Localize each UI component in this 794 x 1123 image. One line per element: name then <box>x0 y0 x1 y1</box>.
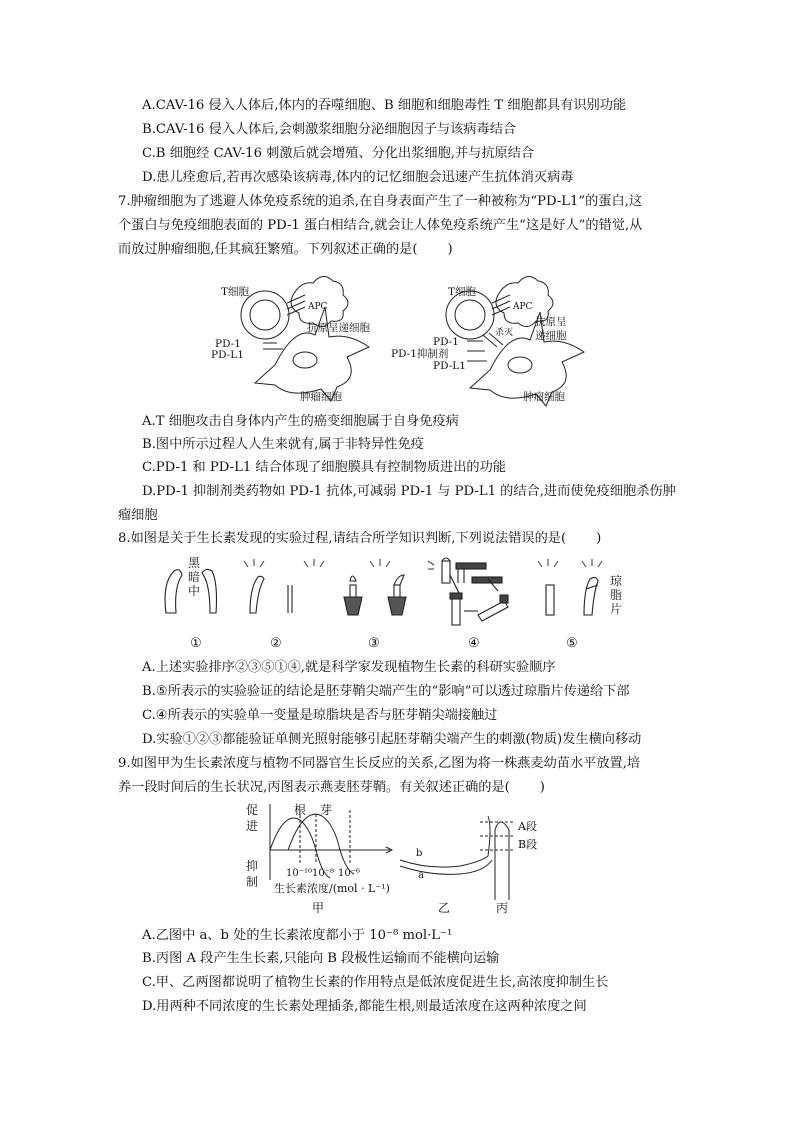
t-cell-label-left: T细胞 <box>221 286 250 298</box>
q7-immune-figure <box>205 265 585 410</box>
q6-option-c: C.B 细胞经 CAV-16 刺激后就会增殖、分化出浆细胞,并与抗原结合 <box>142 146 535 161</box>
q6-option-d: D.患儿痊愈后,若再次感染该病毒,体内的记忆细胞会迅速产生抗体消灭病毒 <box>142 170 574 185</box>
q9-option-b: B.丙图 A 段产生生长素,只能向 B 段极性运输而不能横向运输 <box>142 951 500 966</box>
inhibitor-label: PD-1抑制剂 <box>391 348 449 360</box>
q6-option-b: B.CAV-16 侵入人体后,会刺激浆细胞分泌细胞因子与该病毒结合 <box>142 122 517 137</box>
exp-num-5: ⑤ <box>566 636 578 651</box>
x-axis-label: 生长素浓度/(mol · L⁻¹) <box>274 882 390 895</box>
q9-stem-line2: 养一段时间后的生长状况,丙图表示燕麦胚芽鞘。有关叙述正确的是( ) <box>118 780 545 795</box>
q6-option-a: A.CAV-16 侵入人体后,体内的吞噬细胞、B 细胞和细胞毒性 T 细胞都具有识别功能 <box>142 98 627 113</box>
tick-1: 10⁻¹⁰ <box>286 868 313 879</box>
q7-option-b: B.图中所示过程人人生来就有,属于非特异性免疫 <box>142 437 424 452</box>
pd1-label-left: PD-1 <box>215 338 241 350</box>
promote-label-2: 进 <box>246 819 259 833</box>
inhibit-label-1: 抑 <box>246 859 259 873</box>
q8-option-d: D.实验①②③都能验证单侧光照射能够引起胚芽鞘尖端产生的刺激(物质)发生横向移动 <box>142 732 642 747</box>
yi-label: 乙 <box>438 901 451 915</box>
q7-stem-line1: 7.肿瘤细胞为了逃避人体免疫系统的追杀,在自身表面产生了一种被称为“PD-L1”的蛋白,这 <box>118 194 643 209</box>
tumor-label-left: 肿瘤细胞 <box>300 391 342 403</box>
point-a-label: a <box>418 870 424 881</box>
t-cell-label-right: T细胞 <box>448 286 477 298</box>
q8-coleoptile-figure <box>158 555 638 655</box>
kill-label: 杀灭 <box>495 328 514 338</box>
jia-label: 甲 <box>312 901 325 915</box>
tick-2: 10⁻⁸ <box>312 868 335 879</box>
q9-option-c: C.甲、乙两图都说明了植物生长素的作用特点是低浓度促进生长,高浓度抑制生长 <box>142 975 609 990</box>
inhibit-label-2: 制 <box>246 875 259 889</box>
apc-label-left: APC <box>308 302 328 312</box>
q9-option-a: A.乙图中 a、b 处的生长素浓度都小于 10⁻⁸ mol·L⁻¹ <box>142 928 453 943</box>
q7-option-a: A.T 细胞攻击自身体内产生的癌变细胞属于自身免疫病 <box>142 414 459 429</box>
apc-label-right: APC <box>513 302 533 312</box>
exp-num-2: ② <box>270 636 282 651</box>
q8-option-b: B.⑤所表示的实验验证的结论是胚芽鞘尖端产生的“影响”可以透过琼脂片传递给下部 <box>142 684 630 699</box>
q7-option-d-line2: 瘤细胞 <box>118 508 158 523</box>
pdl1-label-right: PD-L1 <box>433 360 466 372</box>
exp-num-4: ④ <box>468 636 480 651</box>
pdl1-label-left: PD-L1 <box>211 349 244 361</box>
seg-a-label: A段 <box>518 820 537 833</box>
tumor-label-right: 肿瘤细胞 <box>523 391 565 403</box>
tick-3: 10⁻⁶ <box>338 868 361 879</box>
promote-label-1: 促 <box>246 803 259 817</box>
agar-label: 琼脂片 <box>610 574 623 616</box>
q7-stem-line3: 而放过肿瘤细胞,任其疯狂繁殖。下列叙述正确的是( ) <box>118 242 453 257</box>
q7-option-d-line1: D.PD-1 抑制剂类药物如 PD-1 抗体,可减弱 PD-1 与 PD-L1 的结合,进而使免疫细胞杀伤肿 <box>142 484 676 499</box>
pd1-label-right: PD-1 <box>433 336 459 348</box>
dark-label: 黑暗中 <box>188 556 201 598</box>
apc-cell-label-right-2: 递细胞 <box>535 330 567 342</box>
point-b-label: b <box>416 848 423 859</box>
exp-num-1: ① <box>190 636 202 651</box>
q8-option-c: C.④所表示的实验单一变量是琼脂块是否与胚芽鞘尖端接触过 <box>142 708 498 723</box>
apc-cell-label-right-1: 抗原呈 <box>535 316 567 328</box>
q7-stem-line2: 个蛋白与免疫细胞表面的 PD-1 蛋白相结合,就会让人体免疫系统产生“这是好人”的错觉,从 <box>118 218 643 233</box>
q8-option-a: A.上述实验排序②③⑤①④,就是科学家发现植物生长素的科研实验顺序 <box>142 660 556 675</box>
q9-option-d: D.用两种不同浓度的生长素处理插条,都能生根,则最适浓度在这两种浓度之间 <box>142 999 587 1014</box>
exp-num-3: ③ <box>368 636 380 651</box>
bud-label: 芽 <box>320 803 333 817</box>
q9-auxin-figure <box>240 800 560 920</box>
seg-b-label: B段 <box>518 838 538 851</box>
q9-stem-line1: 9.如图甲为生长素浓度与植物不同器官生长反应的关系,乙图为将一株燕麦幼苗水平放置,培 <box>118 756 641 771</box>
bing-label: 丙 <box>496 901 509 915</box>
root-label: 根 <box>294 803 307 817</box>
apc-cell-label-left: 抗原呈递细胞 <box>307 322 370 334</box>
q7-option-c: C.PD-1 和 PD-L1 结合体现了细胞膜具有控制物质进出的功能 <box>142 460 506 475</box>
q8-stem: 8.如图是关于生长素发现的实验过程,请结合所学知识判断,下列说法错误的是( ) <box>118 531 602 546</box>
